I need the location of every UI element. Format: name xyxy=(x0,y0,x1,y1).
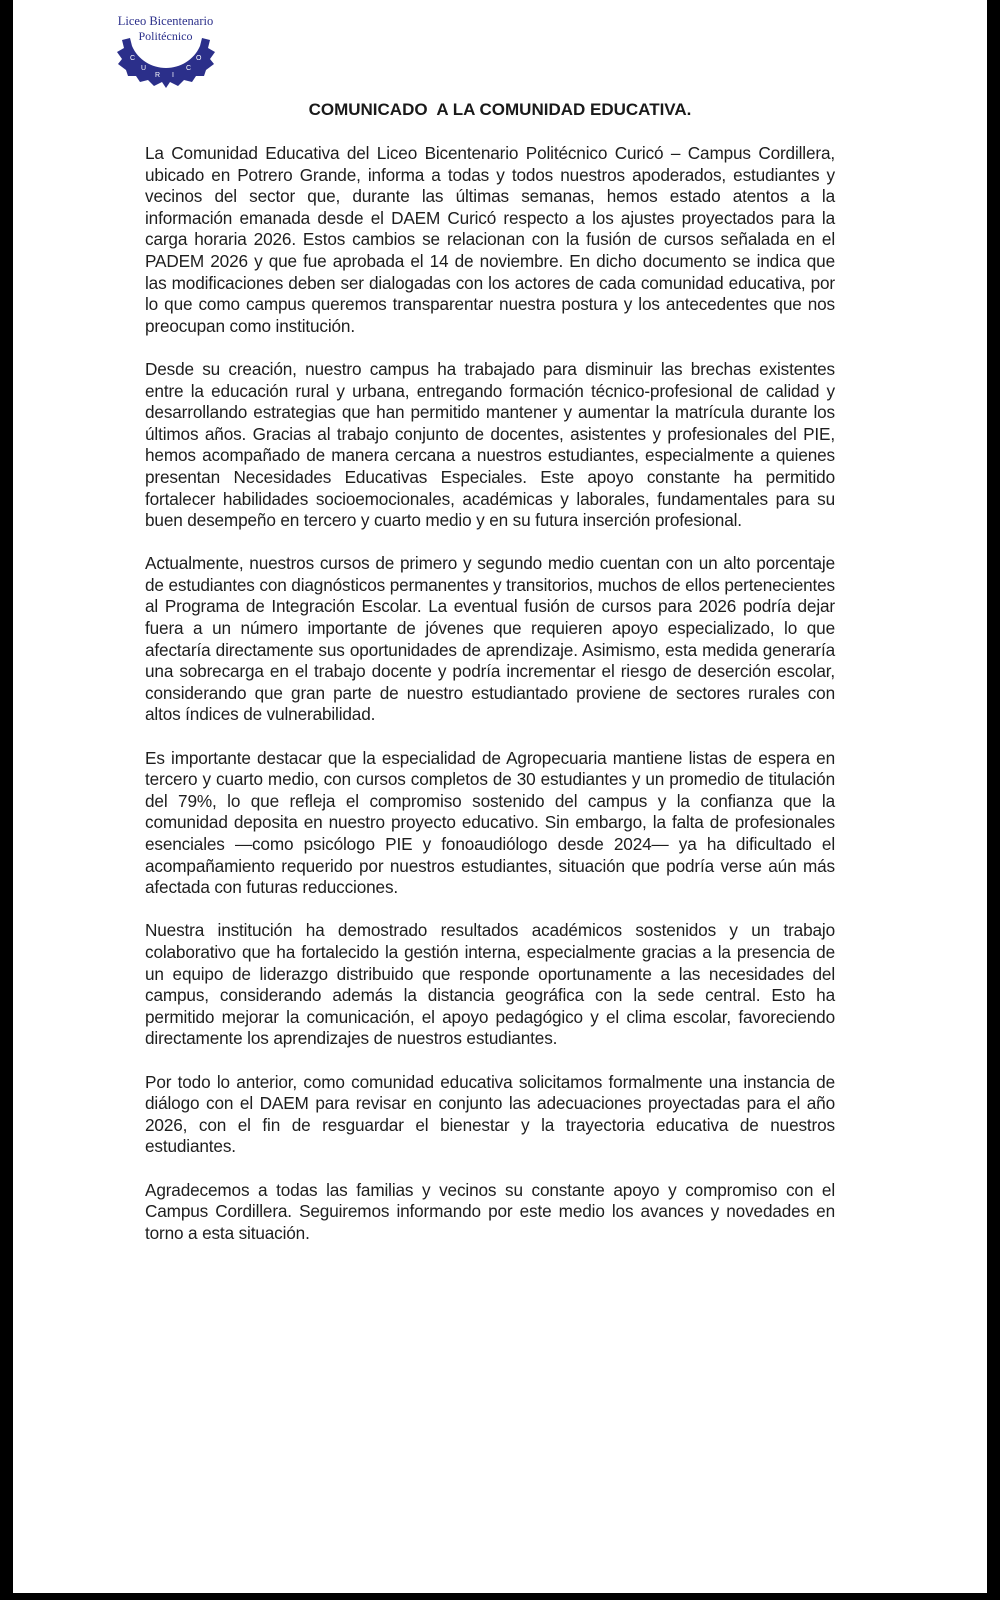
school-logo xyxy=(108,12,223,87)
paragraph: Es importante destacar que la especialidad de Agropecuaria mantiene listas de espera en tercero y cuarto medio, con cursos completos de 30 estudiantes y un promedio de titulación del 79%, lo que refleja el compromiso sostenido del campus y la confianza que la comunidad deposita en nuestro proyecto educativo. Sin embargo, la falta de profesionales esenciales —como psicólogo PIE y fonoaudiólogo desde 2024— ya ha dificultado el acompañamiento requerido por nuestros estudiantes, situación que podría verse aún más afectada con futuras reducciones. xyxy=(145,747,835,898)
document-title: COMUNICADO A LA COMUNIDAD EDUCATIVA. xyxy=(308,100,692,119)
logo-name-line1: Liceo Bicentenario xyxy=(117,14,214,28)
paragraph: Por todo lo anterior, como comunidad educativa solicitamos formalmente una instancia de diálogo con el DAEM para revisar en conjunto las adecuaciones proyectadas para el año 2026, con el fin de resguardar el bienestar y la trayectoria educativa de nuestros estudiantes. xyxy=(145,1071,835,1157)
paragraph: Nuestra institución ha demostrado resultados académicos sostenidos y un trabajo colaborativo que ha fortalecido la gestión interna, especialmente gracias a la presencia de un equipo de liderazgo distribuido que responde oportunamente a las necesidades del campus, considerando además la distancia geográfica con la sede central. Esto ha permitido mejorar la comunicación, el apoyo pedagógico y el clima escolar, favoreciendo directamente los aprendizajes de nuestros estudiantes. xyxy=(145,920,835,1049)
paragraph: Actualmente, nuestros cursos de primero y segundo medio cuentan con un alto porcentaje de estudiantes con diagnósticos permanentes y transitorios, muchos de ellos pertenecientes al Programa de Integración Escolar. La eventual fusión de cursos para 2026 podría dejar fuera a un número importante de jóvenes que requieren apoyo especializado, lo que afectaría directamente sus oportunidades de aprendizaje. Asimismo, esta medida generaría una sobrecarga en el trabajo docente y podría incrementar el riesgo de deserción escolar, considerando que gran parte de nuestro estudiantado proviene de sectores rurales con altos índices de vulnerabilidad. xyxy=(145,553,835,725)
arc-letter: C xyxy=(186,65,192,72)
arc-letter: O xyxy=(196,55,202,62)
gear-arc-shape xyxy=(117,38,215,88)
paragraph: Desde su creación, nuestro campus ha trabajado para disminuir las brechas existentes entre la educación rural y urbana, entregando formación técnico-profesional de calidad y desarrollando estrategias que han permitido mantener y aumentar la matrícula durante los últimos años. Gracias al trabajo conjunto de docentes, asistentes y profesionales del PIE, hemos acompañado de manera cercana a nuestros estudiantes, especialmente a quienes presentan Necesidades Educativas Especiales. Este apoyo constante ha permitido fortalecer habilidades socioemocionales, académicas y laborales, fundamentales para su buen desempeño en tercero y cuarto medio y en su futura inserción profesional. xyxy=(145,358,835,531)
arc-letter: C xyxy=(130,55,136,62)
paragraph: Agradecemos a todas las familias y vecinos su constante apoyo y compromiso con el Campus Cordillera. Seguiremos informando por este medio los avances y novedades en torno a esta situación. xyxy=(145,1179,835,1243)
arc-letter: U xyxy=(141,65,147,72)
arc-letter: R xyxy=(155,72,161,79)
document-body xyxy=(145,143,835,1266)
paragraph: La Comunidad Educativa del Liceo Bicentenario Politécnico Curicó – Campus Cordillera, ubicado en Potrero Grande, informa a todas y todos nuestros apoderados, estudiantes y vecinos del sector que, durante las últimas semanas, hemos estado atentos a la información emanada desde el DAEM Curicó respecto a los ajustes proyectados para la carga horaria 2026. Estos cambios se relacionan con la fusión de cursos señalada en el PADEM 2026 y que fue aprobada el 14 de noviembre. En dicho documento se indica que las modificaciones deben ser dialogadas con los actores de cada comunidad educativa, por lo que como campus queremos transparentar nuestra postura y los antecedentes que nos preocupan como institución. xyxy=(145,143,835,336)
arc-letter: I xyxy=(172,72,174,79)
logo-name-line2: Politécnico xyxy=(138,29,193,43)
document-page xyxy=(13,0,987,1593)
